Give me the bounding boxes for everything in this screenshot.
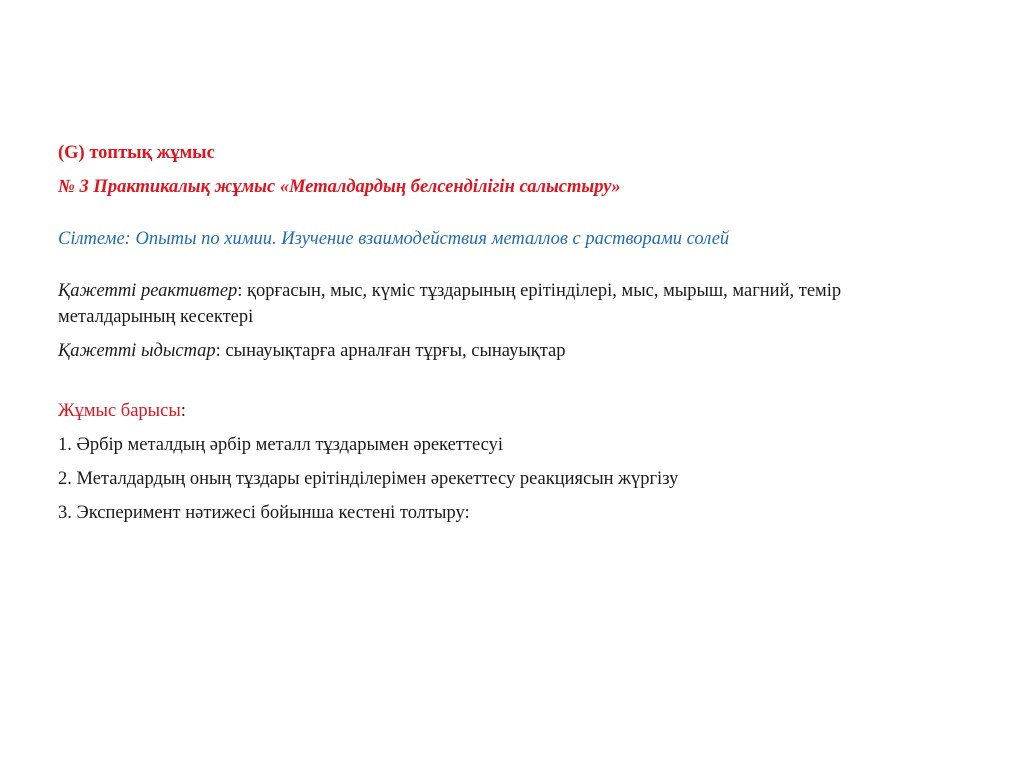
procedure-label: Жұмыс барысы [58,401,181,421]
equipment-paragraph [58,338,958,364]
slide-heading: (G) топтық жұмыс [58,143,215,163]
procedure-step-3: 3. Эксперимент нәтижесі бойынша кестені толтыру: [58,503,470,523]
equipment-text: : сынауықтарға арналған тұрғы, сынауықтар [215,341,566,361]
slide-content [58,140,958,526]
procedure-step-1: 1. Әрбір металдың әрбір металл тұздарымен әрекеттесуі [58,435,503,455]
practical-work-title: № 3 Практикалық жұмыс «Металдардың белсенділігін салыстыру» [58,177,621,197]
reagents-text: : қорғасын, мыс, күміс тұздарының ерітінділері, мыс, мырыш, магний, темір металдарының кесектері [58,281,842,327]
procedure-heading [58,398,958,424]
equipment-label: Қажетті ыдыстар [58,341,216,361]
reagents-label: Қажетті реактивтер [58,281,238,301]
procedure-step-2: 2. Металдардың оның тұздары ерітінділерімен әрекеттесу реакциясын жүргізу [58,469,679,489]
reagents-paragraph [58,278,928,330]
procedure-colon: : [180,401,186,421]
reference-line: Сілтеме: Опыты по химии. Изучение взаимодействия металлов с растворами солей [58,229,730,249]
